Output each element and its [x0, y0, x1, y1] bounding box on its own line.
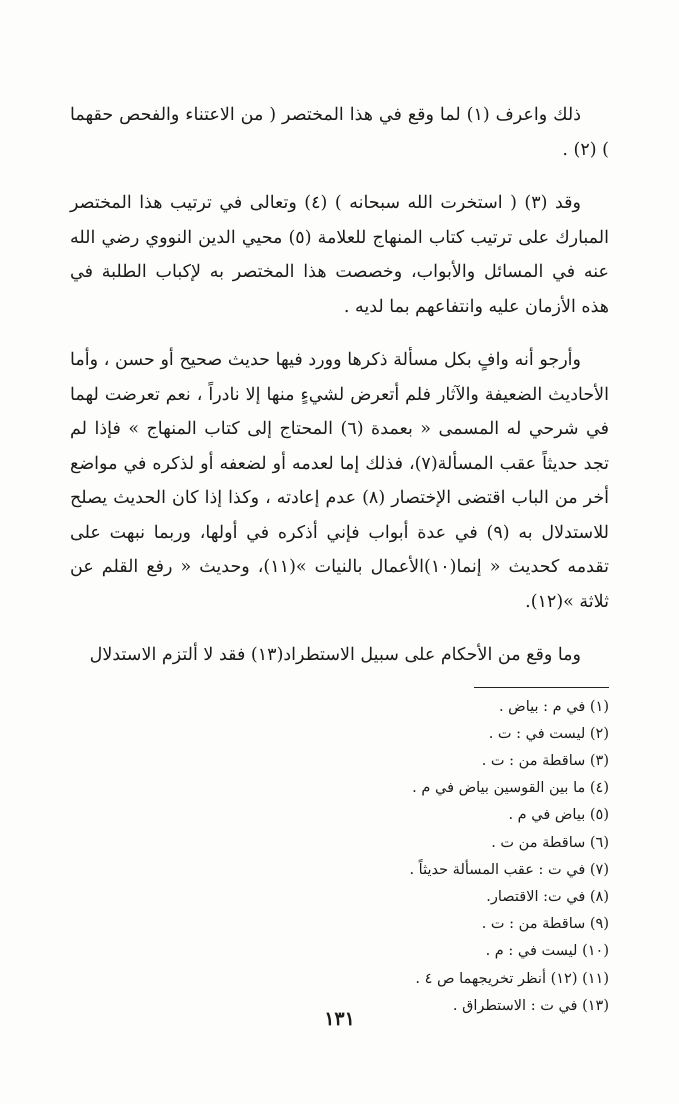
footnote: (٢) ليست في : ت . [488, 725, 609, 742]
main-text [70, 98, 609, 673]
footnote: (٦) ساقطة من ت . [491, 834, 609, 851]
footnote: (١١) (١٢) أنظر تخريجهما ص ٤ . [415, 970, 609, 987]
footnote: (١٣) في ت : الاستطراق . [452, 997, 609, 1014]
paragraph-3: وأرجو أنه وافٍ بكل مسألة ذكرها وورد فيها حديث صحيح أو حسن ، وأما الأحاديث الضعيفة والآثار فلم أتعرض لشيءٍ منها إلا نادراً ، نعم تعرضت لهما في شرحي له المسمى « بعمدة (٦) المحتاج إلى كتاب المنهاج » فإذا لم تجد حديثاً عقب المسألة(٧)، فذلك إما لعدمه أو لضعفه أو لذكره في مواضع أخر من الباب اقتضى الإختصار (٨) عدم إعادته ، وكذا إذا كان الحديث يصلح للاستدلال به (٩) في عدة أبواب فإني أذكره في أولها، وربما نبهت على تقدمه كحديث « إنما(١٠)الأعمال بالنيات »(١١)، وحديث « رفع القلم عن ثلاثة »(١٢). [70, 350, 610, 612]
footnote: (١) في م : بياض . [498, 698, 609, 715]
footnote-separator [474, 687, 609, 688]
footnote: (٥) بياض في م . [508, 807, 609, 824]
footnote: (٨) في ت: الاقتصار. [486, 888, 609, 905]
footnote: (٧) في ت : عقب المسألة حديثاً . [409, 861, 609, 878]
footnote: (٣) ساقطة من : ت . [481, 752, 609, 769]
footnotes [70, 694, 609, 1020]
footnote: (١٠) ليست في : م . [485, 943, 609, 960]
footnote: (٤) ما بين القوسين بياض في م . [412, 780, 609, 797]
page-number: ١٣١ [324, 1008, 355, 1030]
paragraph-2: وقد (٣) ( استخرت الله سبحانه ) (٤) وتعالى في ترتيب هذا المختصر المبارك على ترتيب كتاب المنهاج للعلامة (٥) محيي الدين النووي رضي الله عنه في المسائل والأبواب، وخصصت هذا المختصر به لإكباب الطلبة في هذه الأزمان عليه وانتفاعهم بما لديه . [70, 193, 609, 317]
paragraph-4: وما وقع من الأحكام على سبيل الاستطراد(١٣) فقد لا ألتزم الاستدلال [89, 645, 581, 665]
footnote-separator-wrap [70, 673, 609, 694]
paragraph-1: ذلك واعرف (١) لما وقع في هذا المختصر ( من الاعتناء والفحص حقهما ) (٢) . [70, 105, 609, 160]
footnote: (٩) ساقطة من : ت . [481, 916, 609, 933]
